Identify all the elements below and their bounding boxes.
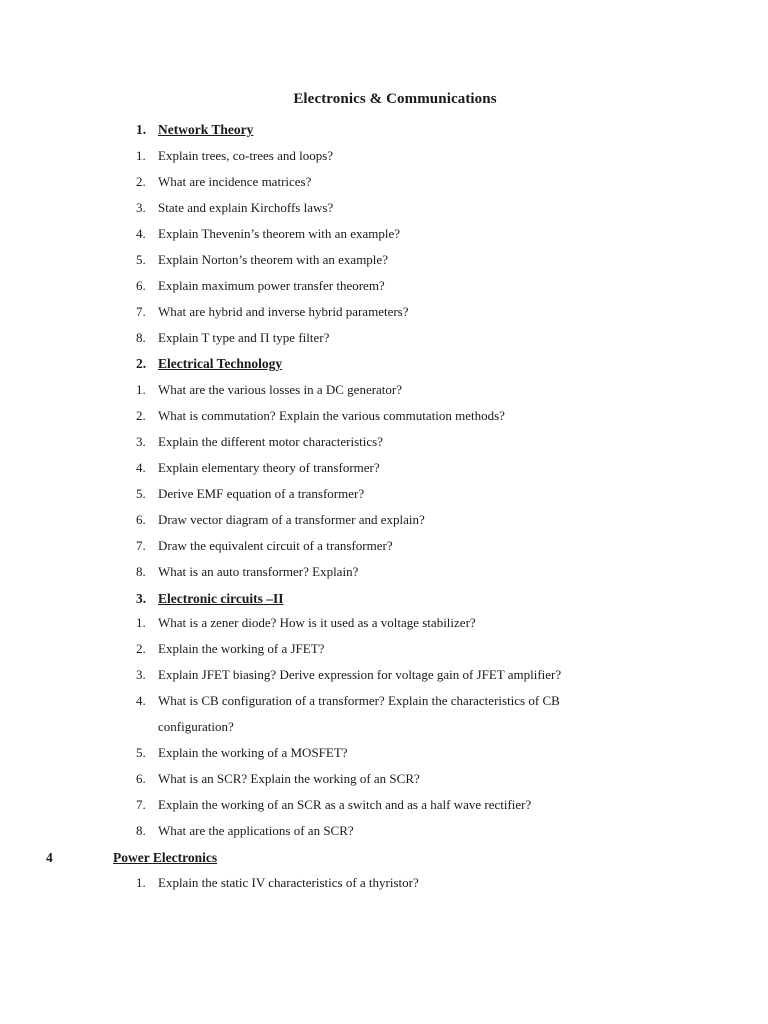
- item-number: 2.: [136, 408, 146, 423]
- item-number: 1.: [136, 148, 146, 163]
- item-number: 8.: [136, 823, 146, 838]
- item-text: What is a zener diode? How is it used as a voltage stabilizer?: [158, 615, 476, 630]
- item-text: Explain maximum power transfer theorem?: [158, 278, 385, 293]
- item-number: 6.: [136, 278, 146, 293]
- item-text: Explain the different motor characteristics?: [158, 434, 383, 449]
- section-title: Electrical Technology: [158, 356, 283, 371]
- item-text: What is an auto transformer? Explain?: [158, 564, 359, 579]
- item-number: 1.: [136, 615, 146, 630]
- section-title: Power Electronics: [113, 850, 218, 865]
- item-number: 5.: [136, 252, 146, 267]
- item-text: Explain elementary theory of transformer?: [158, 460, 380, 475]
- item-text: Derive EMF equation of a transformer?: [158, 486, 365, 501]
- item-number: 3.: [136, 667, 146, 682]
- section-number: 4: [46, 850, 53, 865]
- section-title: Electronic circuits –II: [158, 591, 284, 606]
- item-text: State and explain Kirchoffs laws?: [158, 200, 334, 215]
- item-text: Explain Norton’s theorem with an example?: [158, 252, 388, 267]
- item-text: What are hybrid and inverse hybrid parameters?: [158, 304, 409, 319]
- page-title: Electronics & Communications: [293, 91, 497, 107]
- item-number: 7.: [136, 304, 146, 319]
- item-number: 3.: [136, 434, 146, 449]
- item-number: 1.: [136, 382, 146, 397]
- item-text: What is commutation? Explain the various commutation methods?: [158, 408, 505, 423]
- item-number: 2.: [136, 174, 146, 189]
- item-number: 6.: [136, 512, 146, 527]
- item-number: 8.: [136, 564, 146, 579]
- item-number: 4.: [136, 460, 146, 475]
- item-text: Explain the working of an SCR as a switch and as a half wave rectifier?: [158, 797, 532, 812]
- item-number: 5.: [136, 486, 146, 501]
- item-text: Explain the working of a JFET?: [158, 641, 325, 656]
- item-number: 4.: [136, 226, 146, 241]
- item-number: 5.: [136, 745, 146, 760]
- item-text: Explain trees, co-trees and loops?: [158, 148, 334, 163]
- section-number: 2.: [136, 356, 147, 371]
- item-number: 7.: [136, 538, 146, 553]
- section-number: 3.: [136, 591, 147, 606]
- item-text: What are the various losses in a DC generator?: [158, 382, 403, 397]
- item-number: 4.: [136, 693, 146, 708]
- item-number: 3.: [136, 200, 146, 215]
- section-title: Network Theory: [158, 122, 254, 137]
- item-text: Draw vector diagram of a transformer and explain?: [158, 512, 425, 527]
- item-number: 1.: [136, 875, 146, 890]
- item-text: Explain JFET biasing? Derive expression for voltage gain of JFET amplifier?: [158, 667, 562, 682]
- section-number: 1.: [136, 122, 147, 137]
- item-number: 2.: [136, 641, 146, 656]
- item-text: Explain the working of a MOSFET?: [158, 745, 348, 760]
- item-text: What are incidence matrices?: [158, 174, 312, 189]
- item-text: configuration?: [158, 719, 234, 734]
- item-text: What is CB configuration of a transformer? Explain the characteristics of CB: [158, 693, 560, 708]
- item-text: Explain the static IV characteristics of a thyristor?: [158, 875, 419, 890]
- item-number: 7.: [136, 797, 146, 812]
- item-number: 8.: [136, 330, 146, 345]
- item-text: What are the applications of an SCR?: [158, 823, 354, 838]
- item-text: What is an SCR? Explain the working of an SCR?: [158, 771, 420, 786]
- item-text: Explain Thevenin’s theorem with an example?: [158, 226, 400, 241]
- item-text: Explain T type and Π type filter?: [158, 330, 330, 345]
- item-text: Draw the equivalent circuit of a transformer?: [158, 538, 393, 553]
- item-number: 6.: [136, 771, 146, 786]
